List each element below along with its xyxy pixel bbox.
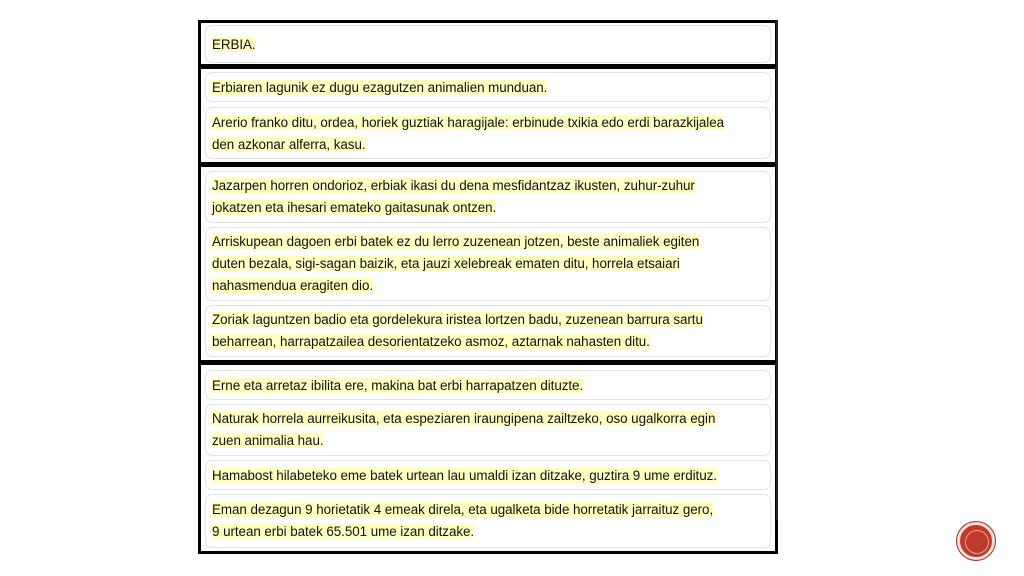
title-box [205, 25, 771, 63]
paragraph: Erne eta arretaz ibilita ere, makina bat erbi harrapatzen dituzte. [205, 370, 771, 400]
section-separator [201, 162, 775, 167]
paragraph: Zoriak laguntzen badio eta gordelekura iristea lortzen badu, zuzenean barrura sartu beharrean, harrapatzailea desorientatzeko asmoz, aztarnak nahasten ditu. [205, 305, 771, 357]
document-title: ERBIA. [212, 37, 256, 52]
paragraph: Arerio franko ditu, ordea, horiek guztiak haragijale: erbinude txikia edo erdi barazkijalea den azkonar alferra, kasu. [205, 107, 771, 159]
section-separator [201, 64, 775, 69]
paragraph: Jazarpen horren ondorioz, erbiak ikasi du dena mesfidantzaz ikusten, zuhur-zuhur jokatzen eta ihesari emateko gaitasunak ontzen. [205, 171, 771, 223]
paragraph: Erbiaren lagunik ez dugu ezagutzen animalien munduan. [205, 72, 771, 102]
logo-ring [965, 530, 989, 554]
frame-edge-line [776, 20, 778, 520]
paragraph: Hamabost hilabeteko eme batek urtean lau umaldi izan ditzake, guztira 9 ume erdituz. [205, 460, 771, 490]
paragraph: Naturak horrela aurreikusita, eta espeziaren iraungipena zailtzeko, oso ugalkorra egin zuen animalia hau. [205, 404, 771, 456]
paragraph: Arriskupean dagoen erbi batek ez du lerro zuzenean jotzen, beste animaliek egiten duten bezala, sigi-sagan baizik, eta jauzi xelebreak ematen ditu, horrela etsaiari nahasmendua eragiten dio. [205, 227, 771, 301]
paragraph: Eman dezagun 9 horietatik 4 emeak direla, eta ugalketa bide horretatik jarraituz gero, 9 urtean erbi batek 65.501 ume izan ditzake. [205, 494, 771, 548]
slide-logo-icon [957, 522, 995, 560]
section-separator [201, 360, 775, 365]
document-frame [198, 20, 778, 554]
